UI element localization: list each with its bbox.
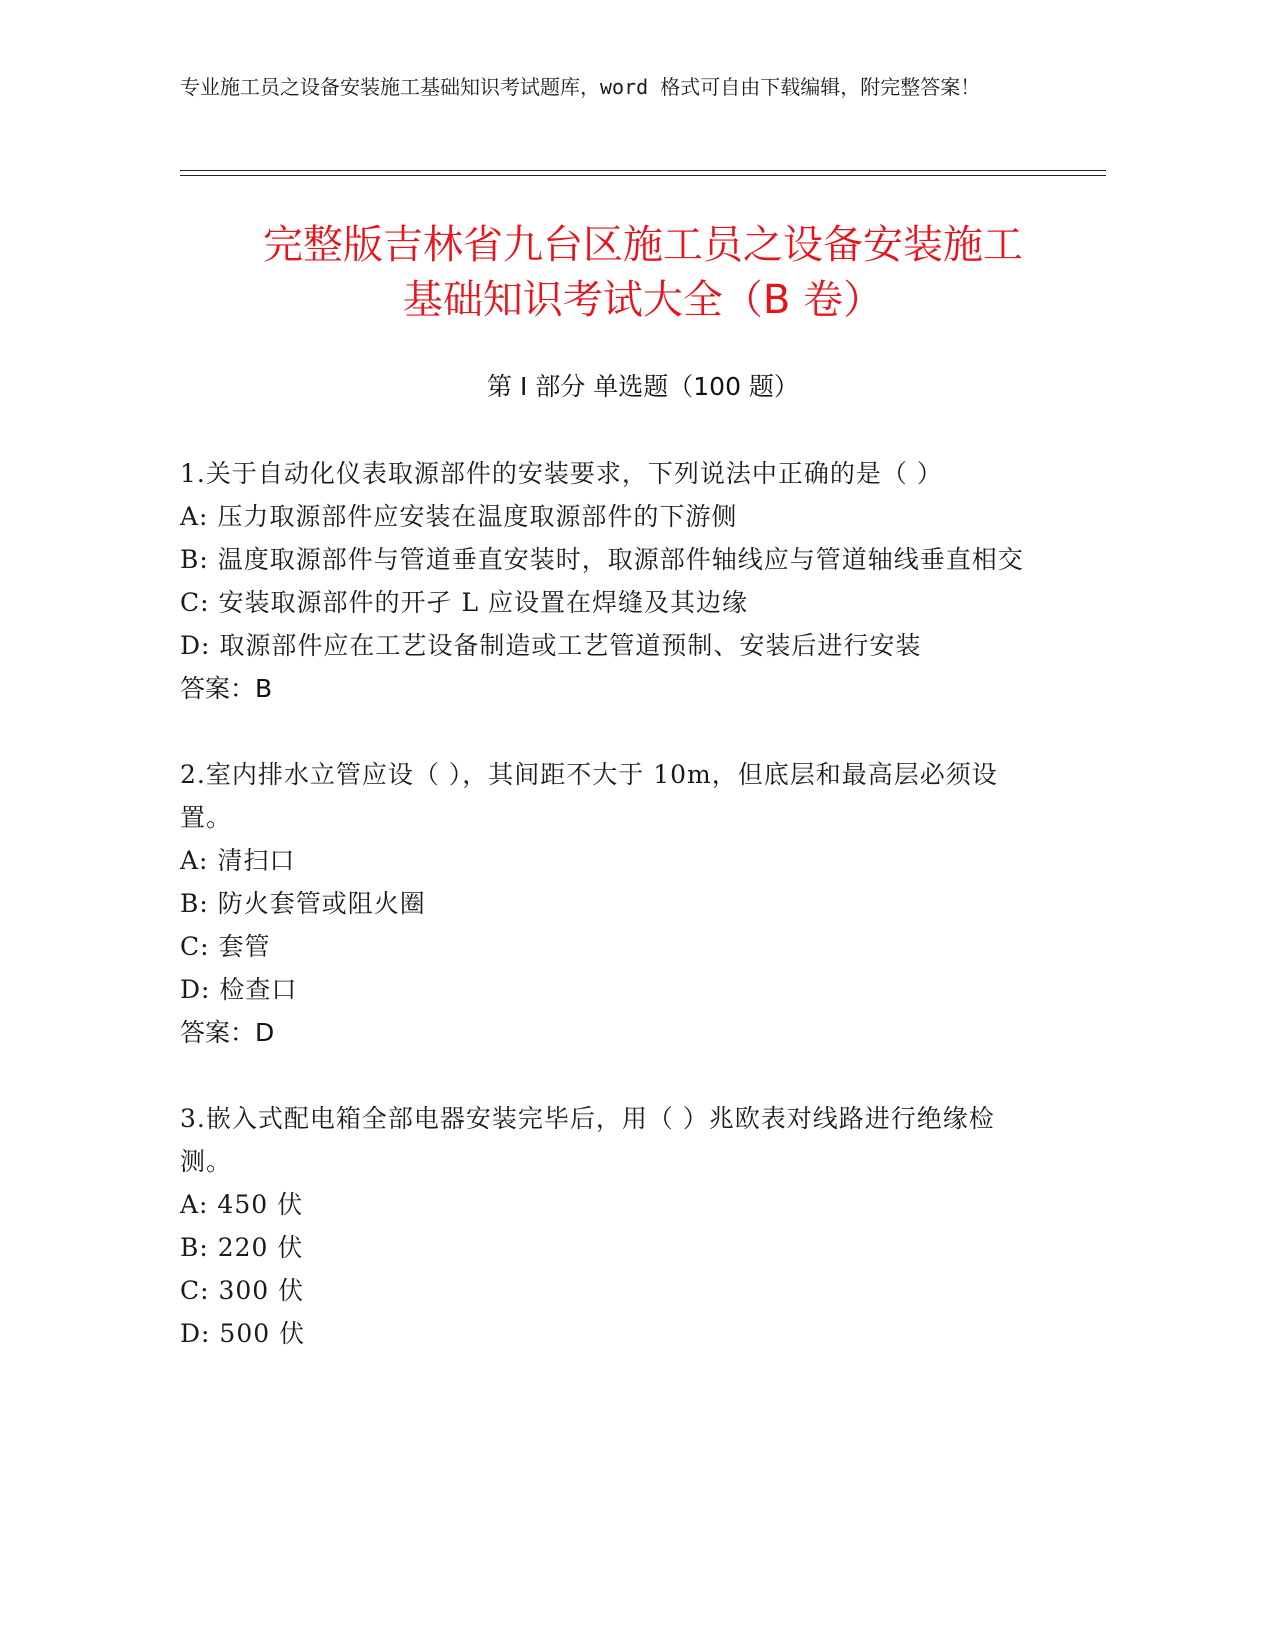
question-2 (180, 753, 1040, 1055)
option-d: D: 500 伏 (180, 1319, 306, 1348)
question-1 (180, 452, 1040, 711)
header-note: 专业施工员之设备安装施工基础知识考试题库，word 格式可自由下载编辑，附完整答案！ (180, 75, 981, 99)
header-divider-bottom (180, 175, 1106, 176)
document-title-line1: 完整版吉林省九台区施工员之设备安装施工 (263, 222, 1023, 268)
option-d: D: 检查口 (180, 975, 298, 1004)
answer: 答案：B (180, 674, 273, 703)
option-c: C: 安装取源部件的开孑 L 应设置在焊缝及其边缘 (180, 588, 748, 617)
question-3 (180, 1097, 1040, 1355)
document-title-line2: 基础知识考试大全（B 卷） (402, 277, 884, 323)
question-stem: 1.关于自动化仪表取源部件的安装要求，下列说法中正确的是（ ） (180, 459, 943, 488)
header-divider-top (180, 170, 1106, 171)
option-a: A: 压力取源部件应安装在温度取源部件的下游侧 (180, 502, 738, 531)
option-a: A: 450 伏 (180, 1190, 304, 1219)
question-stem: 3.嵌入式配电箱全部电器安装完毕后，用（ ）兆欧表对线路进行绝缘检测。 (180, 1104, 995, 1176)
option-d: D: 取源部件应在工艺设备制造或工艺管道预制、安装后进行安装 (180, 631, 922, 660)
document-title (180, 218, 1106, 328)
question-stem: 2.室内排水立管应设（ ），其间距不大于 10m，但底层和最高层必须设置。 (180, 760, 998, 832)
option-b: B: 温度取源部件与管道垂直安装时，取源部件轴线应与管道轴线垂直相交 (180, 545, 1024, 574)
section-title: 第 I 部分 单选题（100 题） (487, 372, 799, 401)
answer: 答案：D (180, 1018, 275, 1047)
option-b: B: 220 伏 (180, 1233, 304, 1262)
option-c: C: 套管 (180, 932, 271, 961)
question-list (180, 452, 1040, 1397)
option-b: B: 防火套管或阻火圈 (180, 889, 426, 918)
option-a: A: 清扫口 (180, 846, 296, 875)
option-c: C: 300 伏 (180, 1276, 305, 1305)
